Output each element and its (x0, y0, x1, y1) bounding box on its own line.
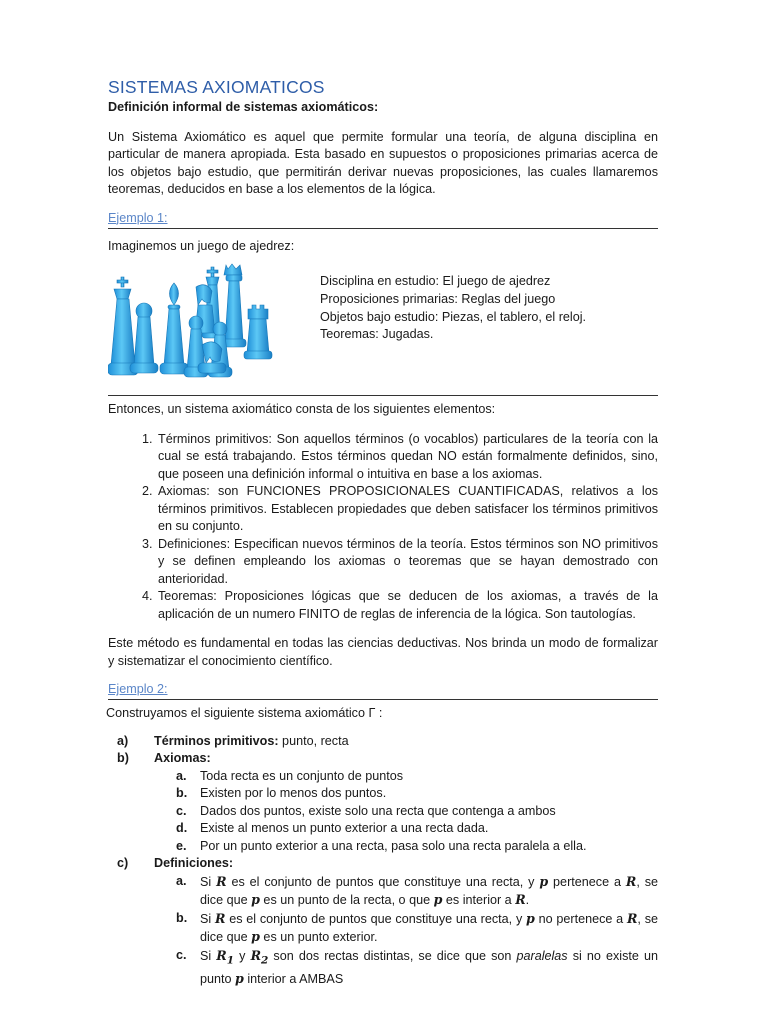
section-divider (108, 395, 658, 396)
list-item: e. Por un punto exterior a una recta, pasa solo una recta paralela a ella. (176, 838, 587, 853)
closing-paragraph: Este método es fundamental en todas las ciencias deductivas. Nos brinda un modo de formalizar y sistematizar el conocimiento científico. (108, 636, 658, 668)
list-item: c) Definiciones: (117, 856, 234, 870)
list-item: 1. Términos primitivos: Son aquellos términos (o vocablos) particulares de la teoría con la cual se está trabajando. Estos términos quedan NO están formalmente definidos, sino, que poseen una definición informal o intuitiva en base a los axiomas. (156, 431, 658, 484)
example1-heading: Ejemplo 1: (108, 210, 658, 229)
list-item: a. Toda recta es un conjunto de puntos (176, 768, 404, 783)
list-item: b. Existen por lo menos dos puntos. (176, 786, 387, 800)
example2-heading: Ejemplo 2: (108, 681, 658, 700)
axioms-list (108, 768, 658, 856)
intro-paragraph: Un Sistema Axiomático es aquel que permite formular una teoría, de alguna disciplina en particular de manera apropiada. Esta basado en supuestos o proposiciones primarias acerca de los objetos bajo estudio, que permitirán derivar nuevas proposiciones, las cuales llamaremos teoremas, deducidos en base a los elementos de la lógica. (108, 129, 658, 196)
list-item: d. Existe al menos un punto exterior a una recta dada. (176, 821, 489, 835)
example2-intro: Construyamos el siguiente sistema axiomático Γ : (106, 706, 383, 720)
list-item: 4. Teoremas: Proposiciones lógicas que se deducen de los axiomas, a través de la aplicación de un numero FINITO de reglas de inferencia de la lógica. Son tautologías. (156, 588, 658, 623)
detail-line: Teoremas: Jugadas. (320, 327, 434, 342)
system-list (108, 733, 658, 768)
elements-list (108, 431, 658, 624)
list-item: 2. Axiomas: son FUNCIONES PROPOSICIONALES CUANTIFICADAS, relativos a los términos primitivos. Establecen propiedades que deben satisfacer los términos primitivos en su conjunto. (156, 483, 658, 536)
example1-intro: Imaginemos un juego de ajedrez: (108, 238, 295, 253)
list-item: a) Términos primitivos: punto, recta (117, 733, 349, 748)
list-item: c. Si $R_1$ y $R_2$ son dos rectas distintas, se dice que son paralelas si no existe un punto p interior a AMBAS (176, 947, 658, 986)
list-item: b. Si R es el conjunto de puntos que constituye una recta, y p no pertenece a R, se dice que p es un punto exterior. (176, 910, 658, 944)
detail-line: Objetos bajo estudio: Piezas, el tablero, el reloj. (320, 309, 587, 324)
definitions-header-list (108, 855, 658, 873)
section-subtitle: Definición informal de sistemas axiomáticos: (108, 100, 379, 114)
list-item: c. Dados dos puntos, existe solo una recta que contenga a ambos (176, 803, 556, 818)
elements-intro: Entonces, un sistema axiomático consta de los siguientes elementos: (108, 402, 496, 416)
chess-pieces-icon (108, 261, 288, 389)
list-item: 3. Definiciones: Especifican nuevos términos de la teoría. Estos términos son NO primitivos y se definen empleando los axiomas o teoremas que se hayan demostrado con anterioridad. (156, 536, 658, 589)
example1-details (320, 273, 586, 344)
detail-line: Proposiciones primarias: Reglas del juego (320, 291, 556, 306)
list-item: a. Si R es el conjunto de puntos que constituye una recta, y p pertenece a R, se dice que p es un punto de la recta, o que p es interior a R. (176, 873, 659, 907)
example1-content (108, 261, 658, 389)
definitions-list (108, 873, 658, 989)
page-title: SISTEMAS AXIOMATICOS (108, 77, 325, 97)
list-item: b) Axiomas: (117, 751, 211, 765)
document-page (108, 76, 658, 988)
detail-line: Disciplina en estudio: El juego de ajedrez (320, 274, 551, 288)
